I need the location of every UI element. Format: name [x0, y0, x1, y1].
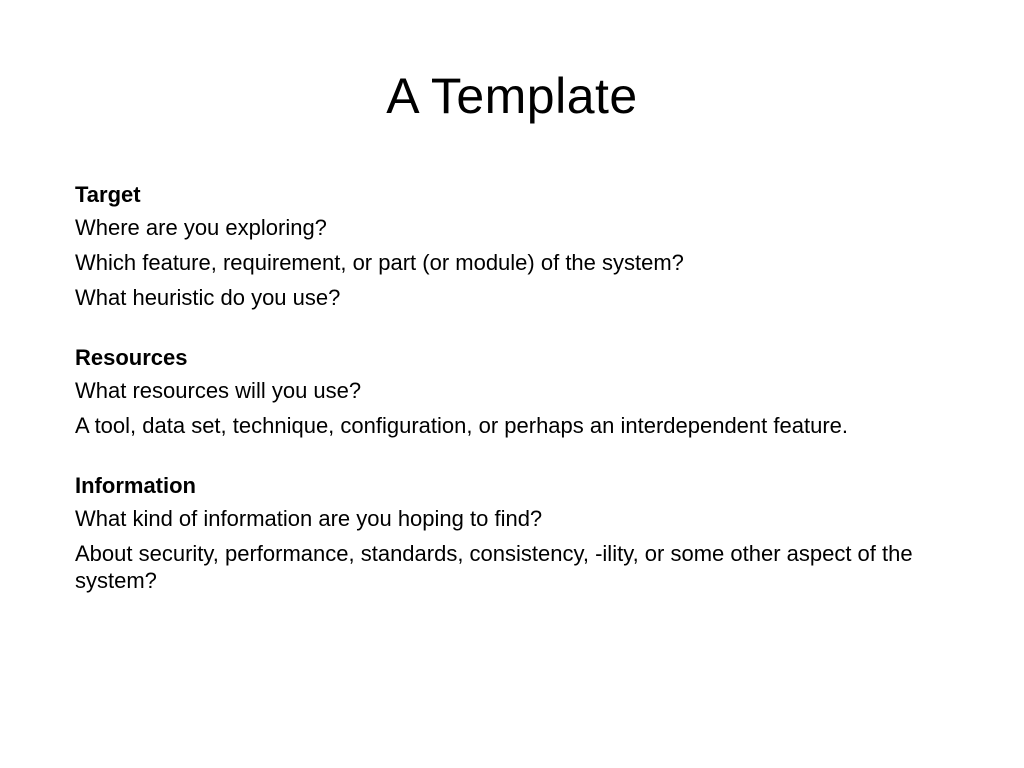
section-heading-target: Target: [75, 182, 141, 207]
slide-title: A Template: [386, 68, 638, 124]
text-line: Which feature, requirement, or part (or module) of the system?: [75, 250, 684, 275]
section-resources: [75, 343, 935, 439]
text-line: About security, performance, standards, consistency, -ility, or some other aspect of the system?: [75, 541, 913, 593]
text-line: What kind of information are you hoping to find?: [75, 506, 543, 531]
text-line: What resources will you use?: [75, 378, 362, 403]
text-line: What heuristic do you use?: [75, 285, 341, 310]
section-heading-information: Information: [75, 473, 196, 498]
section-target: [75, 180, 935, 311]
slide-body: [75, 180, 935, 626]
section-information: [75, 471, 935, 594]
text-line: A tool, data set, technique, configuration, or perhaps an interdependent feature.: [75, 413, 848, 438]
text-line: Where are you exploring?: [75, 215, 327, 240]
section-heading-resources: Resources: [75, 345, 188, 370]
